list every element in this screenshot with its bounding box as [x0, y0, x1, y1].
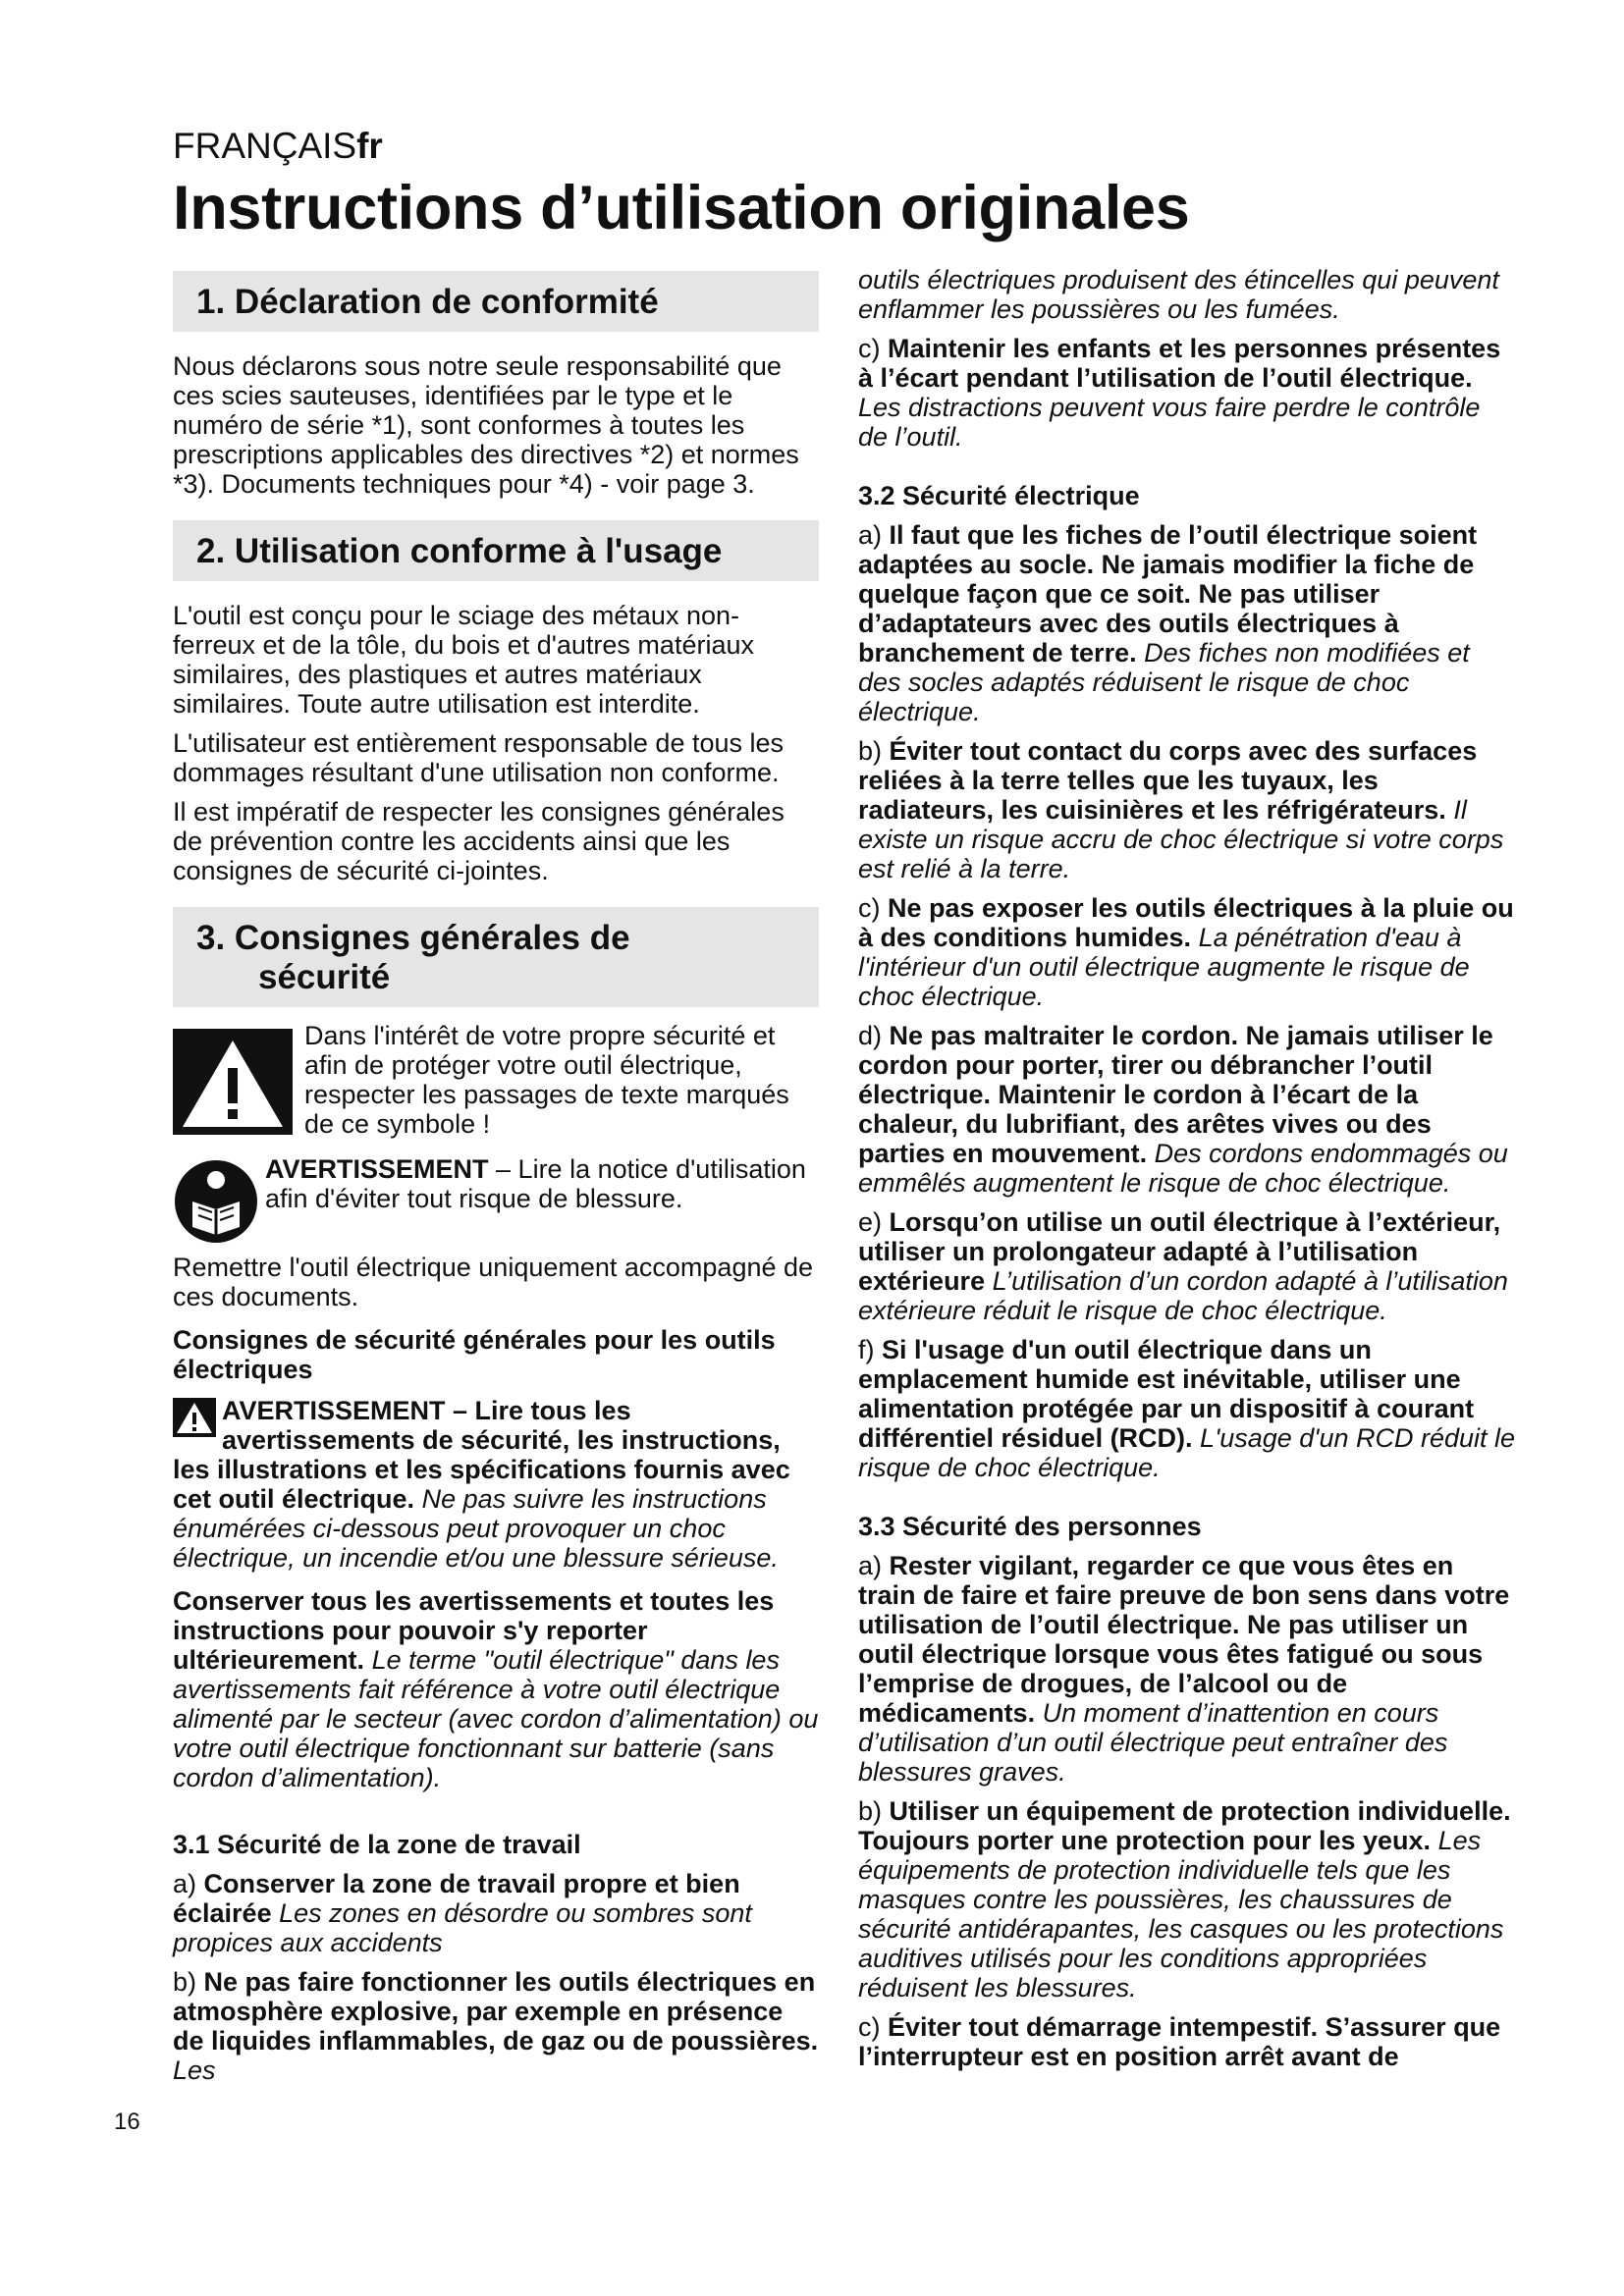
item-italic: Les — [173, 2056, 216, 2085]
item-bold: Ne pas exposer les outils électriques à la pluie ou à des conditions humides. — [858, 893, 1514, 952]
section-2-para-1: L'outil est conçu pour le sciage des métaux non-ferreux et de la tôle, du bois et d'autres matériaux similaires, des plastiques et autres matériaux similaires. Toute autre utilisation est interdite. — [173, 601, 754, 719]
item-bold: Maintenir les enfants et les personnes présentes à l’écart pendant l’utilisation de l’outil électrique. — [858, 334, 1501, 393]
item-label: b) — [858, 1796, 890, 1826]
continued-text: outils électriques produisent des étincelles qui peuvent enflammer les poussières ou les fumées. — [858, 265, 1499, 324]
section-3-1-heading: 3.1 Sécurité de la zone de travail — [173, 1830, 581, 1859]
avert-label: AVERTISSEMENT — [265, 1154, 489, 1184]
item-label: b) — [858, 736, 890, 766]
left-column — [173, 271, 819, 2085]
read-manual-icon — [173, 1158, 259, 1245]
section-3-heading — [173, 907, 819, 1007]
item-label: a) — [173, 1869, 204, 1898]
item-label: c) — [858, 893, 888, 923]
item-italic: Les zones en désordre ou sombres sont propices aux accidents — [173, 1898, 752, 1957]
section-2-para-3: Il est impératif de respecter les consignes générales de prévention contre les accidents ainsi que les consignes de sécurité ci-jointes. — [173, 797, 785, 885]
remettre-text: Remettre l'outil électrique uniquement accompagné de ces documents. — [173, 1253, 814, 1311]
item-label: b) — [173, 1967, 204, 1997]
item-bold: Il faut que les fiches de l’outil électrique soient adaptées au socle. Ne jamais modifier la fiche de quelque façon que ce soit. Ne pas utiliser d’adaptateurs avec des outils électriques à branchement de terre. — [858, 520, 1478, 667]
item-italic: Des cordons endommagés ou emmêlés augmentent le risque de choc électrique. — [858, 1139, 1508, 1198]
section-2-para-2: L'utilisateur est entièrement responsable de tous les dommages résultant d'une utilisation non conforme. — [173, 728, 785, 787]
item-italic: Il existe un risque accru de choc électrique si votre corps est relié à la terre. — [858, 795, 1504, 883]
general-safety-heading: Consignes de sécurité générales pour les outils électriques — [173, 1325, 776, 1384]
section-3-2-heading: 3.2 Sécurité électrique — [858, 481, 1140, 510]
item-italic: Les distractions peuvent vous faire perdre le contrôle de l’outil. — [858, 393, 1481, 452]
item-label: a) — [858, 1551, 890, 1580]
avert-text: – Lire la notice d'utilisation afin d'éviter tout risque de blessure. — [265, 1154, 806, 1213]
language-label — [173, 126, 383, 167]
item-label: a) — [858, 520, 890, 550]
item-label: e) — [858, 1207, 890, 1237]
avert2-italic: Ne pas suivre les instructions énumérées ci-dessous peut provoquer un choc électrique, un incendie et/ou une blessure sérieuse. — [173, 1484, 779, 1573]
item-italic: Les équipements de protection individuelle tels que les masques contre les poussières, les chaussures de sécurité antidérapantes, les casques ou les protections auditives utilisés pour les conditions appropriées réduisent les blessures. — [858, 1826, 1504, 2002]
item-italic: Des fiches non modifiées et des socles adaptés réduisent le risque de choc électrique. — [858, 638, 1470, 726]
section-1-body: Nous déclarons sous notre seule responsabilité que ces scies sauteuses, identifiées par le type et le numéro de série *1), sont conformes à toutes les prescriptions applicables des directives *2) et normes *3). Documents techniques pour *4) - voir page 3. — [173, 351, 799, 499]
item-bold: Ne pas faire fonctionner les outils électriques en atmosphère explosive, par exemple en présence de liquides inflammables, de gaz ou de poussières. — [173, 1967, 819, 2056]
item-bold: Rester vigilant, regarder ce que vous êtes en train de faire et faire preuve de bon sens dans votre utilisation de l’outil électrique. Ne pas utiliser un outil électrique lorsque vous êtes fatigué ou sous l’emprise de drogues, de l’alcool ou de médicaments. — [858, 1551, 1510, 1728]
item-label: d) — [858, 1021, 890, 1050]
item-bold: Conserver la zone de travail propre et bien éclairée — [173, 1869, 740, 1928]
item-bold: Lorsqu’on utilise un outil électrique à l’extérieur, utiliser un prolongateur adapté à l’utilisation extérieure — [858, 1207, 1501, 1296]
item-italic: Un moment d’inattention en cours d’utilisation d’un outil électrique peut entraîner des blessures graves. — [858, 1698, 1448, 1787]
item-bold: Éviter tout contact du corps avec des surfaces reliées à la terre telles que les tuyaux, les radiateurs, les cuisinières et les réfrigérateurs. — [858, 736, 1478, 825]
language-name: FRANÇAIS — [173, 126, 357, 166]
item-bold: Ne pas maltraiter le cordon. Ne jamais utiliser le cordon pour porter, tirer ou débrancher l’outil électrique. Maintenir le cordon à l’écart de la chaleur, du lubrifiant, des arêtes vives ou des parties en mouvement. — [858, 1021, 1493, 1168]
avert2-bold: AVERTISSEMENT – Lire tous les avertissements de sécurité, les instructions, les illustrations et les spécifications fournis avec cet outil électrique. — [173, 1396, 790, 1514]
item-bold: Éviter tout démarrage intempestif. S’assurer que l’interrupteur est en position arrêt avant de — [858, 2012, 1501, 2071]
item-label: c) — [858, 334, 888, 363]
section-3-3-heading: 3.3 Sécurité des personnes — [858, 1512, 1202, 1541]
conserver-bold: Conserver tous les avertissements et toutes les instructions pour pouvoir s'y reporter ultérieurement. — [173, 1586, 775, 1675]
read-manual-warning — [173, 1152, 819, 1245]
safety-symbol-notice — [173, 1023, 819, 1139]
warning-triangle-icon — [173, 1029, 293, 1135]
item-bold: Utiliser un équipement de protection individuelle. Toujours porter une protection pour les yeux. — [858, 1796, 1511, 1855]
item-italic: La pénétration d'eau à l'intérieur d'un outil électrique augmente le risque de choc électrique. — [858, 923, 1470, 1011]
item-label: c) — [858, 2012, 888, 2042]
item-italic: L'usage d'un RCD réduit le risque de choc électrique. — [858, 1423, 1516, 1482]
safety-symbol-text: Dans l'intérêt de votre propre sécurité et afin de protéger votre outil électrique, respecter les passages de texte marqués de ce symbole ! — [304, 1021, 789, 1139]
right-column — [858, 265, 1516, 2071]
item-italic: L’utilisation d’un cordon adapté à l’utilisation extérieure réduit le risque de choc électrique. — [858, 1266, 1508, 1325]
section-1-heading: 1. Déclaration de conformité — [173, 271, 819, 332]
conserver-italic: Le terme "outil électrique" dans les avertissements fait référence à votre outil électrique alimenté par le secteur (avec cordon d’alimentation) ou votre outil électrique fonctionnant sur batterie (sans cordon d’alimentation). — [173, 1645, 819, 1792]
warning-small-icon — [173, 1398, 216, 1437]
item-label: f) — [858, 1335, 882, 1364]
section-2-heading: 2. Utilisation conforme à l'usage — [173, 520, 819, 581]
section-3-heading-line-2: sécurité — [258, 958, 391, 996]
page-title: Instructions d’utilisation originales — [173, 174, 1190, 242]
item-bold: Si l'usage d'un outil électrique dans un emplacement humide est inévitable, utiliser une alimentation protégée par un dispositif à courant différentiel résiduel (RCD). — [858, 1335, 1475, 1453]
page-number: 16 — [114, 2109, 140, 2135]
section-3-heading-line-1: 3. Consignes générales de — [196, 919, 630, 957]
language-code: fr — [356, 126, 383, 166]
